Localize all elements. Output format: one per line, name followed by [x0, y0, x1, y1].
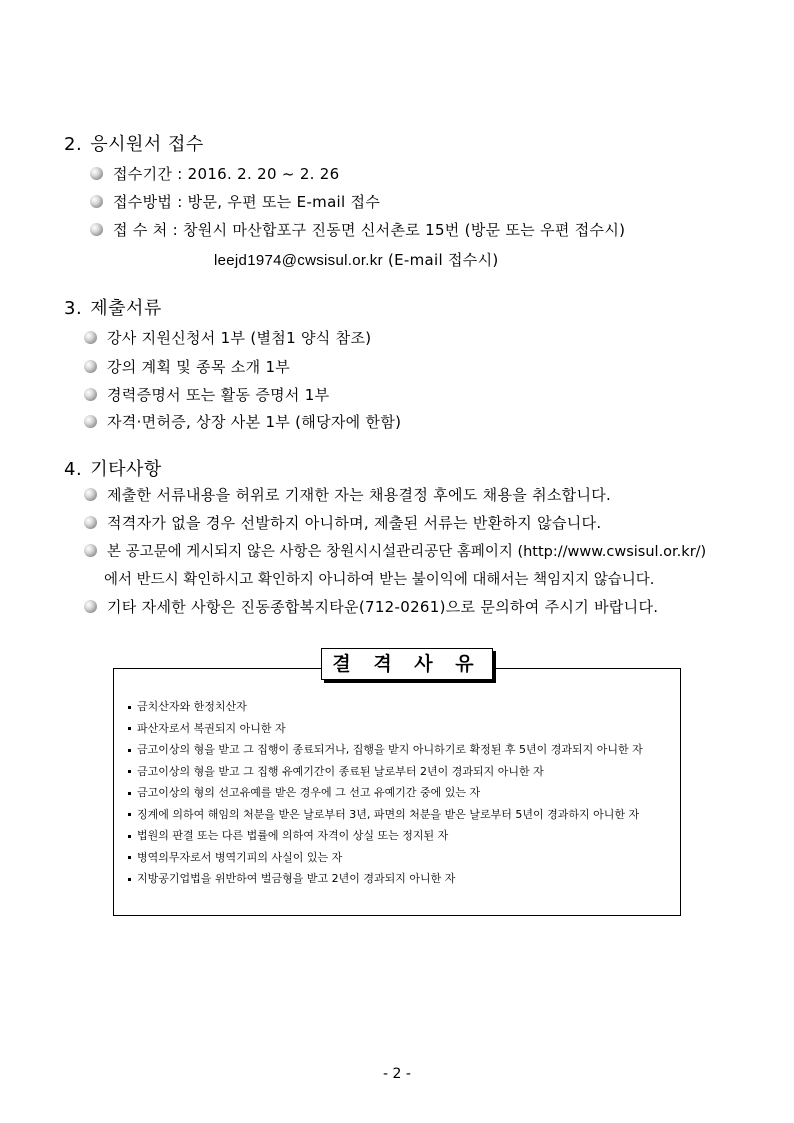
- list-item-text: 기타 자세한 사항은 진동종합복지타운(712-0261)으로 문의하여 주시기 바랍니다.: [107, 598, 659, 616]
- list-item-text: 강의 계획 및 종목 소개 1부: [107, 358, 291, 376]
- list-item: [84, 540, 706, 561]
- section-2-title: 응시원서 접수: [90, 134, 204, 155]
- sphere-bullet-icon: [84, 544, 97, 557]
- list-item-text: 병역의무자로서 병역기피의 사실이 있는 자: [137, 850, 343, 864]
- list-item: [84, 411, 401, 432]
- list-item: [128, 804, 643, 826]
- section-2-heading: [64, 130, 204, 156]
- sphere-bullet-icon: [84, 516, 97, 529]
- square-bullet-icon: [128, 813, 131, 816]
- square-bullet-icon: [128, 835, 131, 838]
- square-bullet-icon: [128, 727, 131, 730]
- application-place-text: 접 수 처 : 창원시 마산합포구 진동면 신서촌로 15번 (방문 또는 우편 접수시): [113, 221, 626, 239]
- list-item: [128, 782, 643, 804]
- list-item: [128, 761, 643, 783]
- sphere-bullet-icon: [84, 600, 97, 613]
- email-address: leejd1974@cwsisul.or.kr: [214, 252, 383, 269]
- list-item-text: 본 공고문에 게시되지 않은 사항은 창원시시설관리공단 홈페이지 (http://www.cwsisul.or.kr/): [107, 544, 707, 560]
- list-item-text: 금고이상의 형을 받고 그 집행이 종료되거나, 집행을 받지 아니하기로 확정된 후 5년이 경과되지 아니한 자: [137, 743, 643, 756]
- square-bullet-icon: [128, 706, 131, 709]
- sphere-bullet-icon: [90, 195, 103, 208]
- square-bullet-icon: [128, 878, 131, 881]
- list-item: [84, 596, 658, 617]
- list-item: [128, 868, 643, 890]
- list-item-text: 경력증명서 또는 활동 증명서 1부: [107, 386, 330, 404]
- list-item: [84, 512, 601, 533]
- list-item-text: 금고이상의 형을 받고 그 집행 유예기간이 종료된 날로부터 2년이 경과되지 아니한 자: [137, 764, 544, 778]
- list-item-text: 강사 지원신청서 1부 (별첨1 양식 참조): [107, 329, 372, 347]
- sphere-bullet-icon: [84, 488, 97, 501]
- square-bullet-icon: [128, 792, 131, 795]
- email-line: [214, 249, 499, 270]
- sphere-bullet-icon: [84, 331, 97, 344]
- list-item: [128, 847, 643, 869]
- section-3-heading: [64, 294, 162, 320]
- list-item-text: 금치산자와 한정치산자: [137, 700, 247, 713]
- list-item: [84, 327, 371, 348]
- list-item: [84, 484, 611, 505]
- section-2-number: 2.: [64, 134, 83, 155]
- section-4-heading: [64, 455, 162, 481]
- section-3-number: 3.: [64, 298, 83, 319]
- list-item: [128, 825, 643, 847]
- section-4-title: 기타사항: [90, 459, 162, 480]
- section-3-title: 제출서류: [90, 298, 162, 319]
- list-item: [90, 163, 340, 184]
- list-item-text: 적격자가 없을 경우 선발하지 아니하며, 제출된 서류는 반환하지 않습니다.: [107, 514, 602, 532]
- list-item: [84, 356, 290, 377]
- list-item: [128, 696, 643, 718]
- list-item-continuation: 에서 반드시 확인하시고 확인하지 아니하여 받는 불이익에 대해서는 책임지지 않습니다.: [104, 572, 655, 588]
- list-item: [128, 739, 643, 761]
- application-method-text: 접수방법 : 방문, 우편 또는 E-mail 접수: [113, 193, 381, 211]
- list-item-text: 지방공기업법을 위반하여 벌금형을 받고 2년이 경과되지 아니한 자: [137, 872, 456, 885]
- disqualification-title: 결 격 사 유: [321, 648, 493, 680]
- list-item-text: 자격·면허증, 상장 사본 1부 (해당자에 한함): [107, 413, 402, 431]
- square-bullet-icon: [128, 749, 131, 752]
- list-item-text: 금고이상의 형의 선고유예를 받은 경우에 그 선고 유예기간 중에 있는 자: [137, 786, 481, 799]
- list-item: [90, 219, 625, 240]
- sphere-bullet-icon: [90, 167, 103, 180]
- page-number: - 2 -: [383, 1066, 411, 1082]
- disqualification-list: [128, 696, 643, 890]
- list-item-text: 제출한 서류내용을 허위로 기재한 자는 채용결정 후에도 채용을 취소합니다.: [107, 486, 612, 504]
- application-period-text: 접수기간 : 2016. 2. 20 ~ 2. 26: [113, 165, 340, 183]
- list-item-text: 법원의 판결 또는 다른 법률에 의하여 자격이 상실 또는 정지된 자: [137, 829, 449, 842]
- list-item: [84, 384, 329, 405]
- list-item-text: 징계에 의하여 해임의 처분을 받은 날로부터 3년, 파면의 처분을 받은 날로부터 5년이 경과하지 아니한 자: [137, 807, 640, 821]
- square-bullet-icon: [128, 770, 131, 773]
- email-suffix: (E-mail 접수시): [382, 251, 499, 269]
- section-4-number: 4.: [64, 459, 83, 480]
- list-item-text: 파산자로서 복권되지 아니한 자: [137, 721, 286, 735]
- sphere-bullet-icon: [90, 223, 103, 236]
- sphere-bullet-icon: [84, 388, 97, 401]
- square-bullet-icon: [128, 856, 131, 859]
- sphere-bullet-icon: [84, 360, 97, 373]
- list-item: [90, 191, 380, 212]
- sphere-bullet-icon: [84, 415, 97, 428]
- list-item: [128, 718, 643, 740]
